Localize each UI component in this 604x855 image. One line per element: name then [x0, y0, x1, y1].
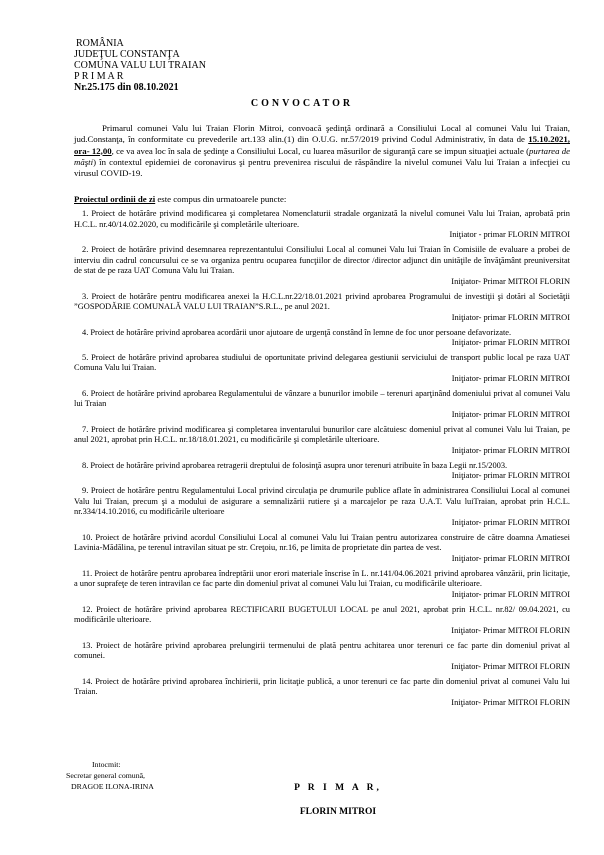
agenda-item-text: 13. Proiect de hotărâre privind aprobarea prelungirii termenului de plată pentru achitarea unor terenuri ce fac parte din domeniul privat al comunei. — [74, 640, 570, 661]
mayor-signature-block — [258, 783, 418, 817]
agenda-item-text: 12. Proiect de hotărâre privind aprobarea RECTIFICARII BUGETULUI LOCAL pe anul 2021, aprobat prin H.C.L. nr.82/ 09.04.2021, cu modificările ulterioare. — [74, 604, 570, 625]
agenda-item — [74, 677, 570, 709]
agenda-item — [74, 461, 570, 482]
agenda-item — [74, 533, 570, 565]
agenda-item — [74, 353, 570, 385]
agenda-item — [74, 209, 570, 241]
agenda-item-text: 4. Proiect de hotărâre privind aprobarea acordării unor ajutoare de urgenţă constând în lemne de foc unor persoane defavorizate. — [82, 327, 512, 337]
header-country: ROMÂNIA — [76, 38, 124, 49]
agenda-item — [74, 641, 570, 673]
agenda-item-initiator: Iniţiator- Primar MITROI FLORIN — [451, 625, 570, 635]
agenda-item-initiator: Iniţiator - primar FLORIN MITROI — [449, 230, 570, 240]
meeting-date: 15.10.2021, ora- 12,00 — [74, 134, 570, 156]
agenda-item-initiator: Iniţiator- primar FLORIN MITROI — [451, 338, 570, 348]
agenda-item-text: 11. Proiect de hotărâre pentru aprobarea îndreptării unor erori materiale înscrise în L. nr.141/04.06.2021 privind aprobarea vânzării, prin licitaţie, a unor suprafeţe de teren intravilan ce fac parte din domeniul privat al comunei Valu lui Traian, cu modificările ulterioare. — [74, 568, 570, 589]
agenda-item-initiator: Iniţiator- primar FLORIN MITROI — [451, 517, 570, 527]
agenda-item-initiator: Iniţiator- primar FLORIN MITROI — [451, 410, 570, 420]
agenda-item-text: 3. Proiect de hotărâre pentru modificarea anexei la H.C.L.nr.22/18.01.2021 privind aprobarea Programului de investiţii şi dotări al Societăţii ”GOSPODĂRIE COMUNALĂ VALU LUI TRAIAN”S.R.L., pe anul 2021. — [74, 291, 570, 312]
mayor-title: P R I M A R, — [294, 783, 382, 793]
agenda-heading-title: Proiectul ordinii de zi — [74, 194, 156, 204]
intro-text-3: ) în contextul epidemiei de coronavirus şi pentru prevenirea riscului de răspândire la nivelul comunei Valu lui Traian a infecţiei cu virusul COVID-19. — [74, 156, 570, 179]
agenda-item-initiator: Iniţiator- primar FLORIN MITROI — [451, 553, 570, 563]
agenda-list — [74, 209, 570, 713]
agenda-item-text: 14. Proiect de hotărâre privind aprobarea închirierii, prin licitaţie publică, a unor terenuri ce fac parte din domeniul privat al comunei Valu lui Traian. — [74, 676, 570, 697]
header-commune: COMUNA VALU LUI TRAIAN — [74, 60, 206, 71]
secretary-signature-block — [66, 760, 154, 792]
agenda-item — [74, 389, 570, 421]
agenda-item — [74, 486, 570, 528]
agenda-item-initiator: Iniţiator- primar FLORIN MITROI — [451, 471, 570, 481]
drafted-label: Intocmit: — [92, 760, 121, 769]
agenda-item — [74, 605, 570, 637]
agenda-heading-rest: este compus din urmatoarele puncte: — [155, 194, 287, 204]
agenda-item-initiator: Iniţiator- Primar MITROI FLORIN — [451, 276, 570, 286]
agenda-item — [74, 328, 570, 349]
agenda-item-text: 1. Proiect de hotărâre privind modificarea şi completarea Nomenclaturii stradale organizată la nivelul comunei Valu lui Traian, aprobată prin H.C.L. nr.40/14.02.2020, cu modificările şi completările ulterioare. — [74, 209, 570, 229]
agenda-item-text: 8. Proiect de hotărâre privind aprobarea retragerii dreptului de folosinţă asupra unor terenuri atribuite în baza Legii nr.15/2003. — [82, 460, 508, 470]
mayor-name: FLORIN MITROI — [299, 807, 377, 817]
agenda-heading — [74, 194, 286, 204]
agenda-item-text: 2. Proiect de hotărâre privind desemnarea reprezentantului Consiliului Local al comunei Valu lui Traian în Comisiile de evaluare a probei de interviu din cadrul concursului ce se va organiza pentru ocuparea funcţiilor de director /director adjunct din unităţile de învăţământ preuniversitat de stat de pe raza UAT Comuna Valu lui Traian. — [74, 244, 570, 276]
intro-paragraph — [74, 123, 570, 179]
agenda-item-text: 5. Proiect de hotărâre privind aprobarea studiului de oportunitate privind delegarea gestiunii serviciului de transport public local pe raza UAT Comuna Valu lui Traian. — [74, 352, 570, 373]
agenda-item-initiator: Iniţiator- primar FLORIN MITROI — [451, 374, 570, 384]
institution-header — [74, 38, 206, 93]
agenda-item-text: 10. Proiect de hotărâre privind acordul Consiliului Local al comunei Valu lui Traian pentru autorizarea construire de către doamna Amatiesei Lavinia-Mădălina, pe terenul intravilan situat pe str. Creţoiu, nr.16, pe limita de proprietate din partea de vest. — [74, 532, 570, 553]
agenda-item-initiator: Iniţiator- Primar MITROI FLORIN — [451, 697, 570, 707]
agenda-item-initiator: Iniţiator- primar FLORIN MITROI — [451, 312, 570, 322]
agenda-item-initiator: Iniţiator- primar FLORIN MITROI — [451, 446, 570, 455]
agenda-item-initiator: Iniţiator- Primar MITROI FLORIN — [451, 661, 570, 671]
page-title: CONVOCATOR — [250, 98, 354, 109]
header-county: JUDEŢUL CONSTANŢA — [74, 49, 180, 60]
agenda-item-text: 6. Proiect de hotărâre privind aprobarea Regulamentului de vânzare a bunurilor imobile – terenuri aparţinând domeniului privat al comunei Valu lui Traian — [74, 388, 570, 409]
intro-text-1: Primarul comunei Valu lui Traian Florin Mitroi, convoacă şedinţă ordinară a Consiliului Local al comunei Valu lui Traian, jud.Constanţa, în conformitate cu prevederile art.133 alin.(1) din O.U.G. nr.57/2019 privind Codul Administrativ, în data de — [74, 123, 570, 145]
registration-number: Nr.25.175 din 08.10.2021 — [74, 82, 179, 93]
agenda-item — [74, 292, 570, 324]
agenda-item — [74, 569, 570, 601]
agenda-item-initiator: Iniţiator- primar FLORIN MITROI — [451, 589, 570, 599]
agenda-item — [74, 425, 570, 457]
agenda-item — [74, 245, 570, 287]
agenda-item-text: 7. Proiect de hotărâre privind modificarea şi completarea inventarului bunurilor care alcătuiesc domeniul privat al comunei Valu lui Traian, pe anul 2021, aprobat prin H.C.L. nr.18/18.01.2021, cu modificările şi completările ulterioare. — [74, 424, 570, 445]
agenda-item-text: 9. Proiect de hotărâre pentru Regulamentului Local privind circulaţia pe drumurile publice aflate în administrarea Consiliului Local al comunei Valu lui Traian, precum şi a modului de asigurare a semnalizării rutiere şi a marcajelor pe raza U.A.T. Valu luiTraian, aprobat prin H.C.L. nr.334/14.10.2016, cu modificările ulterioare — [74, 486, 570, 517]
header-office: P R I M A R — [74, 71, 124, 82]
secretary-name: DRAGOE ILONA-IRINA — [71, 781, 154, 791]
secretary-title: Secretar general comună, — [66, 770, 146, 780]
intro-text-2: , ce va avea loc în sala de şedinţe a Consiliului Local, cu luarea măsurilor de siguranţă care se impun situaţiei actuale ( — [111, 145, 530, 156]
intro-mask-note: purtarea de măşti — [74, 145, 571, 167]
